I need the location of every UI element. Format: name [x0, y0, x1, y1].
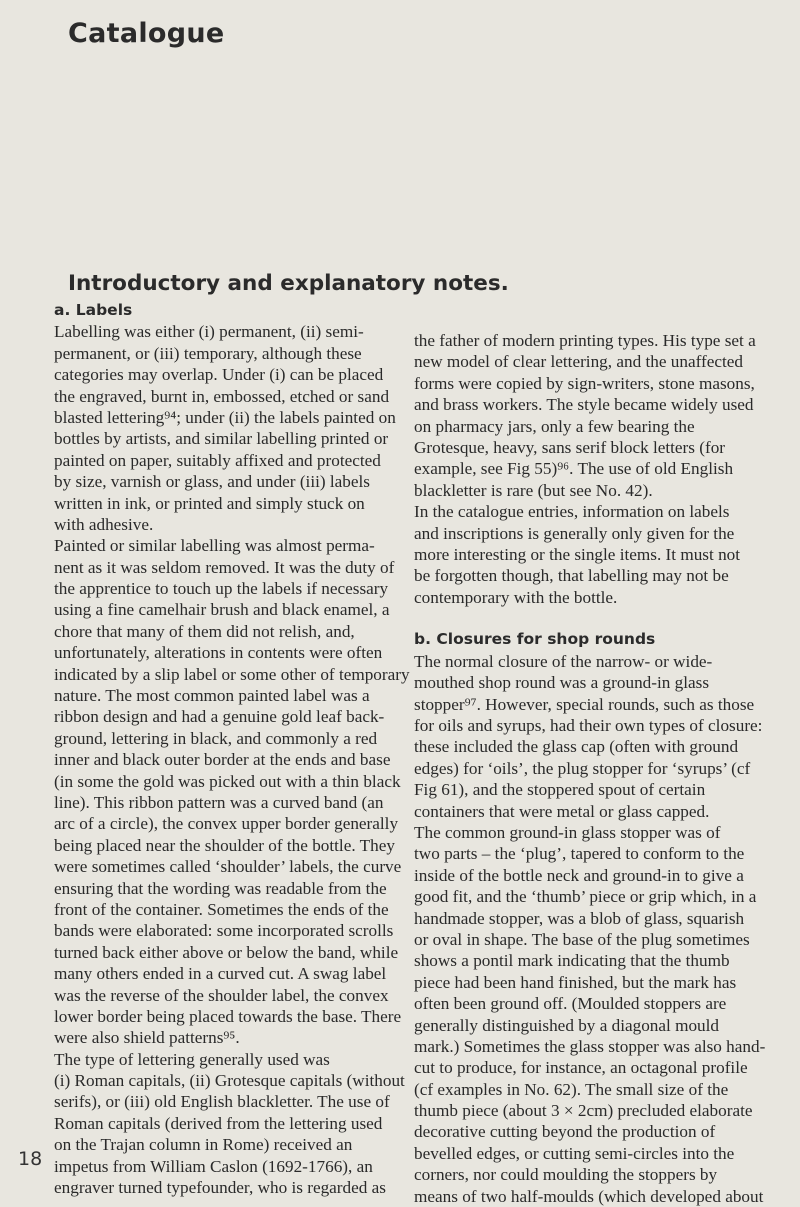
left-text-line: chore that many of them did not relish, and, [54, 621, 355, 641]
left-text-line: ground, lettering in black, and commonly a red [54, 728, 378, 748]
left-text-line: arc of a circle), the convex upper border generally [54, 814, 399, 834]
section-heading: Introductory and explanatory notes. [68, 271, 509, 296]
left-text-line: being placed near the shoulder of the bottle. They [54, 835, 395, 855]
left-text-line: (in some the gold was picked out with a thin black [54, 771, 401, 791]
right-text-line: The normal closure of the narrow- or wide- [414, 651, 713, 671]
left-text-line: the engraved, burnt in, embossed, etched or sand [54, 386, 390, 406]
page-header: Catalogue [68, 18, 225, 49]
right-text-line: (cf examples in No. 62). The small size of the [414, 1079, 729, 1099]
left-text-line: nature. The most common painted label was a [54, 686, 370, 706]
left-text-line: front of the container. Sometimes the ends of the [54, 899, 389, 919]
left-text-line: painted on paper, suitably affixed and protected [54, 450, 381, 470]
right-text-line: Fig 61), and the stoppered spout of certain [414, 780, 706, 800]
left-text-line: engraver turned typefounder, who is regarded as [54, 1178, 386, 1198]
right-text-line: forms were copied by sign-writers, stone masons, [414, 373, 755, 393]
right-text-line: piece had been hand finished, but the mark has [414, 972, 737, 992]
left-text-line: bands were elaborated: some incorporated scrolls [54, 921, 394, 941]
page-number: 18 [18, 1148, 43, 1170]
left-text-line: ribbon design and had a genuine gold leaf back- [54, 707, 385, 727]
left-text-line: using a fine camelhair brush and black enamel, a [54, 600, 390, 620]
right-text-line: means of two half-moulds (which developed about [414, 1186, 764, 1206]
right-text-line: generally distinguished by a diagonal mould [414, 1015, 720, 1035]
left-text-line: written in ink, or printed and simply stuck on [54, 493, 365, 513]
left-text-line: with adhesive. [54, 514, 154, 534]
left-text-line: nent as it was seldom removed. It was the duty of [54, 557, 395, 577]
left-subheading: a. Labels [54, 301, 133, 319]
right-text-line: these included the glass cap (often with ground [414, 737, 739, 757]
left-text-line: inner and black outer border at the ends and base [54, 750, 391, 770]
right-text-line: The common ground-in glass stopper was of [414, 822, 721, 842]
left-text-line: was the reverse of the shoulder label, the convex [54, 985, 389, 1005]
right-text-line: new model of clear lettering, and the unaffected [414, 352, 743, 372]
left-text-line: (i) Roman capitals, (ii) Grotesque capitals (without [54, 1071, 405, 1091]
right-text-line: cut to produce, for instance, an octagonal profile [414, 1058, 748, 1078]
left-text-line: line). This ribbon pattern was a curved band (an [54, 792, 384, 812]
right-spacer [414, 608, 794, 629]
right-text-line: good fit, and the ‘thumb’ piece or grip which, in a [414, 887, 757, 907]
right-text-line: and inscriptions is generally only given for the [414, 523, 735, 543]
right-text-line: In the catalogue entries, information on labels [414, 502, 730, 522]
right-column [414, 330, 794, 1207]
left-text-line: turned back either above or below the band, while [54, 942, 399, 962]
right-text-line: on pharmacy jars, only a few bearing the [414, 416, 695, 436]
left-text-line: lower border being placed towards the base. There [54, 1006, 402, 1026]
right-text-line: Grotesque, heavy, sans serif block letters (for [414, 437, 726, 457]
left-text-line: permanent, or (iii) temporary, although these [54, 343, 362, 363]
right-text-line: edges) for ‘oils’, the plug stopper for ‘syrups’ (cf [414, 758, 751, 778]
right-text-line: for oils and syrups, had their own types of closure: [414, 716, 763, 736]
right-text-line: two parts – the ‘plug’, tapered to conform to the [414, 844, 745, 864]
left-text-line: Labelling was either (i) permanent, (ii) semi- [54, 322, 364, 342]
right-subheading: b. Closures for shop rounds [414, 630, 656, 649]
right-text-line: blackletter is rare (but see No. 42). [414, 480, 653, 500]
right-text-line: decorative cutting beyond the production of [414, 1122, 716, 1142]
right-text-line: or oval in shape. The base of the plug sometimes [414, 929, 750, 949]
right-text-line: and brass workers. The style became widely used [414, 395, 754, 415]
right-text-line: handmade stopper, was a blob of glass, squarish [414, 908, 745, 928]
left-text-line: by size, varnish or glass, and under (iii) labels [54, 472, 370, 492]
right-text-line: containers that were metal or glass capped. [414, 801, 710, 821]
left-text-line: on the Trajan column in Rome) received an [54, 1135, 353, 1155]
right-text-line: stopper⁹⁷. However, special rounds, such as those [414, 694, 755, 714]
left-text-line: The type of lettering generally used was [54, 1049, 330, 1069]
right-text-line: thumb piece (about 3 × 2cm) precluded elaborate [414, 1101, 753, 1121]
right-text-line: more interesting or the single items. It must not [414, 544, 741, 564]
right-text-line: mouthed shop round was a ground-in glass [414, 673, 710, 693]
left-column [54, 300, 410, 1198]
right-text-line: bevelled edges, or cutting semi-circles into the [414, 1143, 735, 1163]
left-text-line: ensuring that the wording was readable from the [54, 878, 387, 898]
left-text-line: many others ended in a curved cut. A swag label [54, 964, 387, 984]
left-text-line: were sometimes called ‘shoulder’ labels, the curve [54, 857, 402, 877]
right-text-line: the father of modern printing types. His type set a [414, 331, 756, 350]
left-text-line: were also shield patterns⁹⁵. [54, 1028, 240, 1048]
left-text-line: categories may overlap. Under (i) can be placed [54, 365, 384, 385]
left-text-line: bottles by artists, and similar labelling printed or [54, 429, 389, 449]
left-text-line: serifs), or (iii) old English blackletter. The use of [54, 1092, 390, 1112]
right-text-line: corners, nor could moulding the stoppers by [414, 1165, 718, 1185]
right-text-line: shows a pontil mark indicating that the thumb [414, 951, 730, 971]
right-text-line: contemporary with the bottle. [414, 587, 618, 607]
right-text-line: mark.) Sometimes the glass stopper was also hand- [414, 1036, 766, 1056]
left-text-line: Roman capitals (derived from the lettering used [54, 1113, 383, 1133]
left-text-line: Painted or similar labelling was almost perma- [54, 536, 375, 556]
right-text-line: inside of the bottle neck and ground-in to give a [414, 865, 744, 885]
left-text-line: unfortunately, alterations in contents were often [54, 643, 383, 663]
right-text-line: be forgotten though, that labelling may not be [414, 566, 729, 586]
right-text-line: example, see Fig 55)⁹⁶. The use of old English [414, 459, 734, 479]
left-text-line: impetus from William Caslon (1692-1766), an [54, 1156, 373, 1176]
left-text-line: the apprentice to touch up the labels if necessary [54, 579, 389, 599]
left-text-line: blasted lettering⁹⁴; under (ii) the labels painted on [54, 407, 396, 427]
right-text-line: often been ground off. (Moulded stoppers are [414, 994, 727, 1014]
left-text-line: indicated by a slip label or some other of temporary [54, 664, 410, 684]
